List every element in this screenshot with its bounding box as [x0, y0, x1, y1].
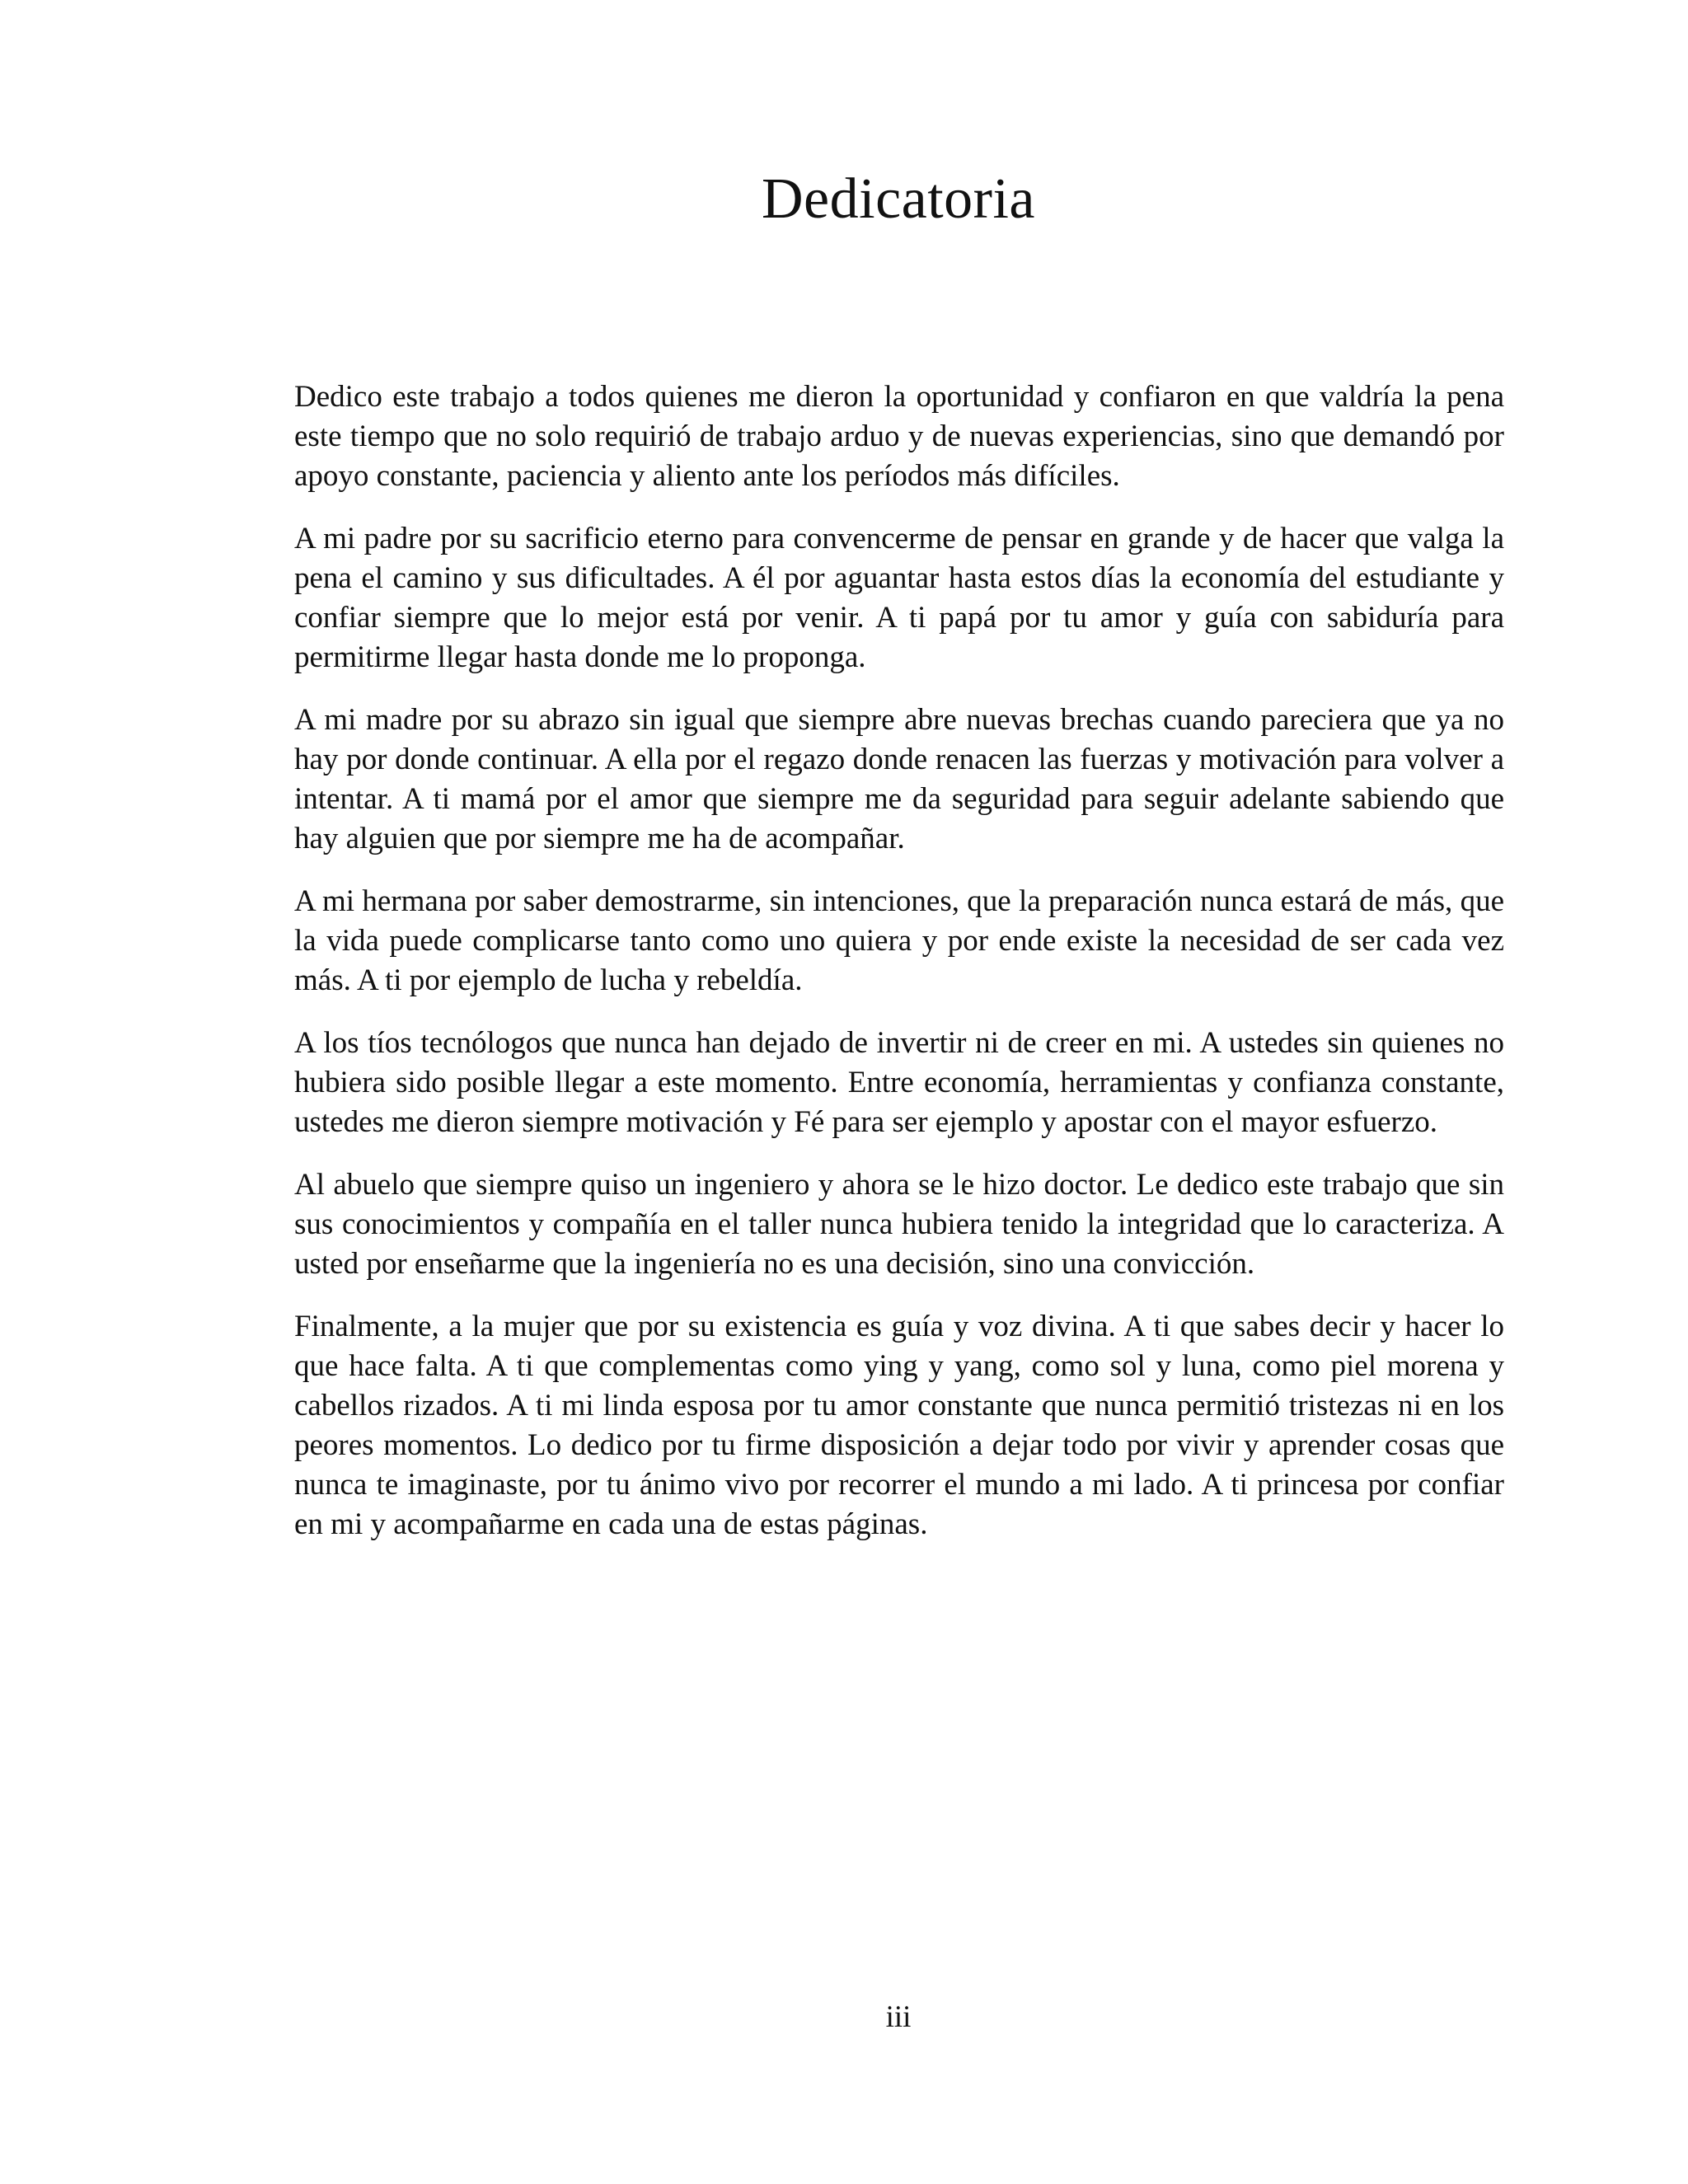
- dedication-body: [294, 377, 1504, 1568]
- paragraph-3: A mi madre por su abrazo sin igual que siempre abre nuevas brechas cuando pareciera que ya no hay por donde continuar. A ella por el regazo donde renacen las fuerzas y motivación para volver a intentar. A ti mamá por el amor que siempre me da seguridad para seguir adelante sabiendo que hay alguien que por siempre me ha de acompañar.: [294, 703, 1504, 855]
- page-title: Dedicatoria: [762, 167, 1035, 231]
- paragraph-5: A los tíos tecnólogos que nunca han dejado de invertir ni de creer en mi. A ustedes sin quienes no hubiera sido posible llegar a este momento. Entre economía, herramientas y confianza constante, ustedes me dieron siempre motivación y Fé para ser ejemplo y apostar con el mayor esfuerzo.: [294, 1026, 1504, 1139]
- paragraph-7: Finalmente, a la mujer que por su existencia es guía y voz divina. A ti que sabes decir y hacer lo que hace falta. A ti que complementas como ying y yang, como sol y luna, como piel morena y cabellos rizados. A ti mi linda esposa por tu amor constante que nunca permitió tristezas ni en los peores momentos. Lo dedico por tu firme disposición a dejar todo por vivir y aprender cosas que nunca te imaginaste, por tu ánimo vivo por recorrer el mundo a mi lado. A ti princesa por confiar en mi y acompañarme en cada una de estas páginas.: [294, 1310, 1504, 1541]
- paragraph-1: Dedico este trabajo a todos quienes me dieron la oportunidad y confiaron en que valdría la pena este tiempo que no solo requirió de trabajo arduo y de nuevas experiencias, sino que demandó por apoyo constante, paciencia y aliento ante los períodos más difíciles.: [294, 380, 1504, 493]
- paragraph-4: A mi hermana por saber demostrarme, sin intenciones, que la preparación nunca estará de más, que la vida puede complicarse tanto como uno quiera y por ende existe la necesidad de ser cada vez más. A ti por ejemplo de lucha y rebeldía.: [294, 884, 1504, 997]
- page-number: iii: [885, 2000, 912, 2034]
- paragraph-6: Al abuelo que siempre quiso un ingeniero y ahora se le hizo doctor. Le dedico este trabajo que sin sus conocimientos y compañía en el taller nunca hubiera tenido la integridad que lo caracteriza. A usted por enseñarme que la ingeniería no es una decisión, sino una convicción.: [294, 1168, 1504, 1281]
- paragraph-2: A mi padre por su sacrificio eterno para convencerme de pensar en grande y de hacer que valga la pena el camino y sus dificultades. A él por aguantar hasta estos días la economía del estudiante y confiar siempre que lo mejor está por venir. A ti papá por tu amor y guía con sabiduría para permitirme llegar hasta donde me lo proponga.: [294, 522, 1504, 674]
